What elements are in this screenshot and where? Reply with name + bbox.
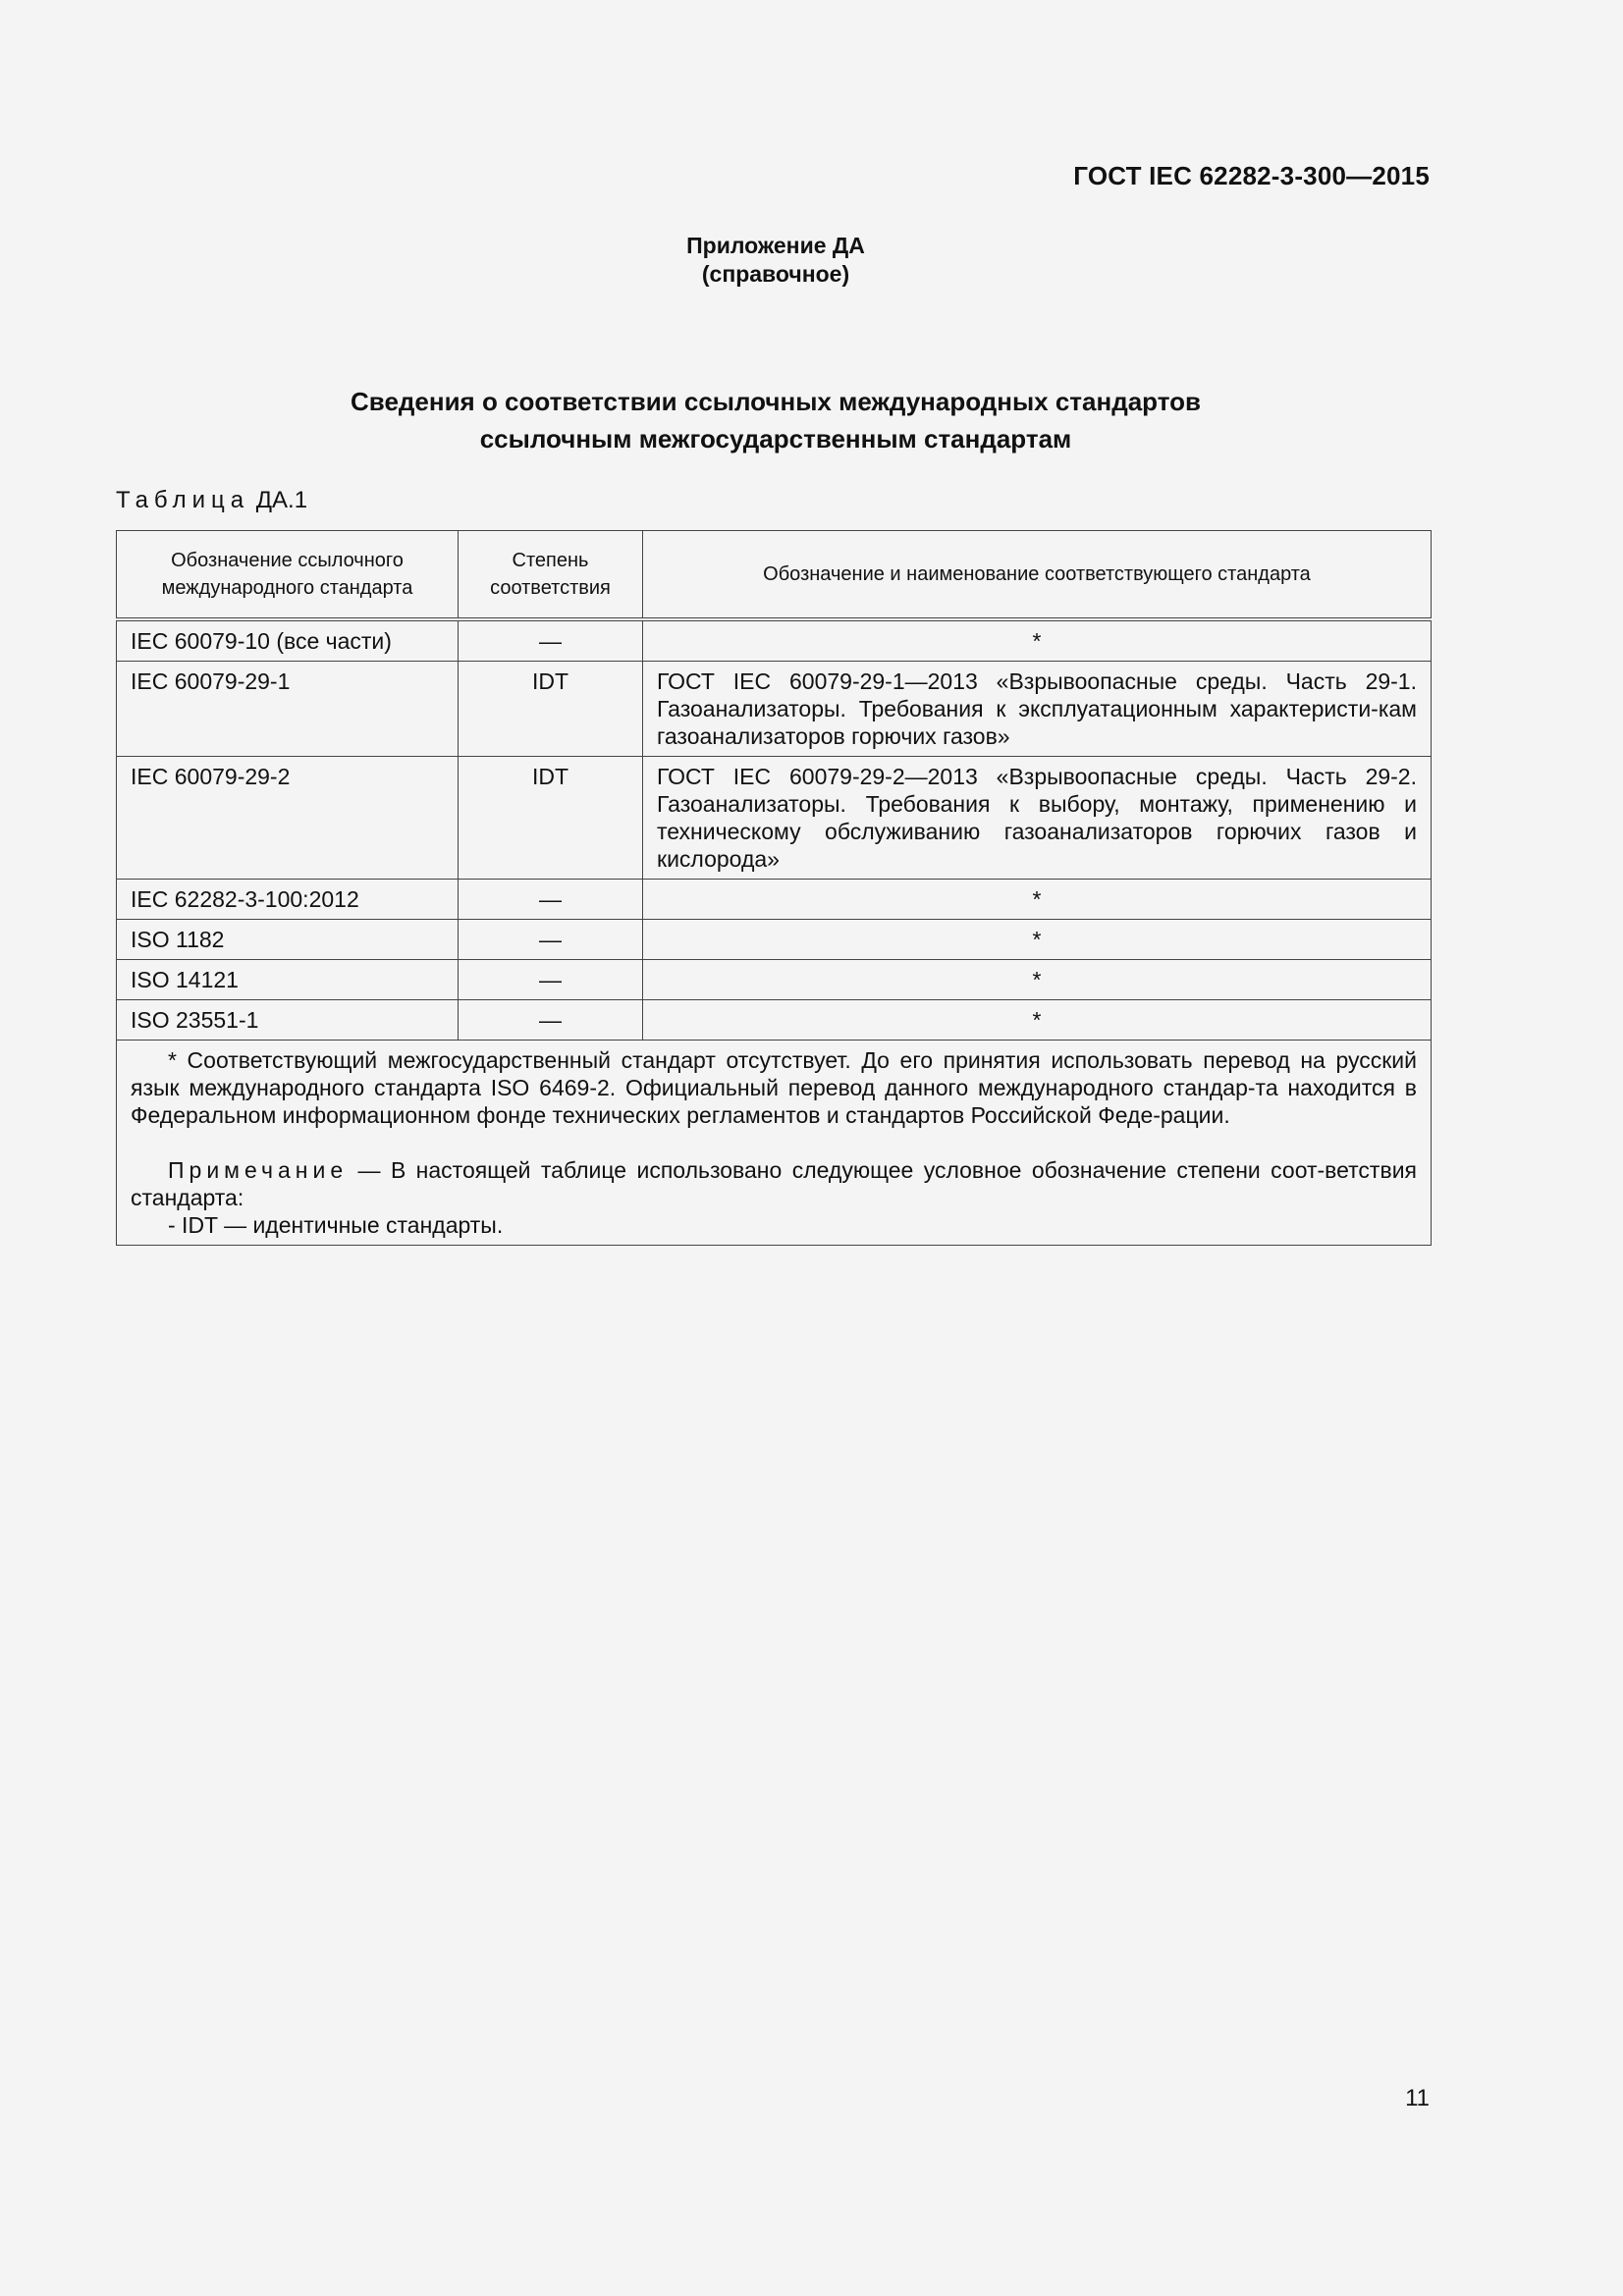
table-row [117,880,1432,920]
table-caption [116,487,307,514]
table-caption-word: Таблица [116,487,250,513]
cell-degree: — [459,920,643,960]
page-number: 11 [1405,2085,1430,2111]
table-note-label: Примечание [168,1157,349,1183]
table-caption-id: ДА.1 [255,487,308,513]
cell-degree: — [459,1000,643,1041]
column-header-degree: Степень соответствия [459,531,643,620]
section-title-line2: ссылочным межгосударственным стандартам [479,424,1072,454]
table-row [117,757,1432,880]
cell-reference: IEC 62282-3-100:2012 [117,880,459,920]
cell-standard: * [643,880,1432,920]
cell-reference: IEC 60079-29-2 [117,757,459,880]
table-note-bullet: - IDT — идентичные стандарты. [168,1212,504,1238]
table-note [131,1156,1417,1211]
appendix-subtitle: (справочное) [701,261,850,287]
table-row [117,1000,1432,1041]
table-row [117,662,1432,757]
cell-degree: IDT [459,662,643,757]
cell-standard: * [643,1000,1432,1041]
column-header-standard: Обозначение и наименование соответствующего стандарта [643,531,1432,620]
cell-degree: IDT [459,757,643,880]
cell-reference: ISO 23551-1 [117,1000,459,1041]
table-notes [117,1041,1432,1246]
column-header-reference: Обозначение ссылочного международного стандарта [117,531,459,620]
cell-standard: ГОСТ IEC 60079-29-1—2013 «Взрывоопасные среды. Часть 29-1. Газоанализаторы. Требования к эксплуатационным характеристи-кам газоанализаторов горючих газов» [643,662,1432,757]
cell-reference: IEC 60079-29-1 [117,662,459,757]
cell-standard: ГОСТ IEC 60079-29-2—2013 «Взрывоопасные среды. Часть 29-2. Газоанализаторы. Требования к выбору, монтажу, применению и техническому обслуживанию газоанализаторов горючих газов и кислорода» [643,757,1432,880]
cell-reference: IEC 60079-10 (все части) [117,619,459,662]
table-row [117,619,1432,662]
section-title-line1: Сведения о соответствии ссылочных международных стандартов [351,387,1201,416]
cell-standard: * [643,619,1432,662]
appendix-title: Приложение ДА [686,233,865,258]
table-row [117,960,1432,1000]
cell-standard: * [643,920,1432,960]
cell-reference: ISO 14121 [117,960,459,1000]
table-header-row [117,531,1432,620]
document-code: ГОСТ IEC 62282-3-300—2015 [1073,161,1430,190]
table-notes-row [117,1041,1432,1246]
appendix-heading [0,232,1551,289]
cell-degree: — [459,960,643,1000]
cell-standard: * [643,960,1432,1000]
section-title [0,383,1551,457]
cell-degree: — [459,619,643,662]
table-row [117,920,1432,960]
table-note-text: — В настоящей таблице использовано следующее условное обозначение степени соот-ветствия стандарта: [131,1157,1417,1210]
cell-reference: ISO 1182 [117,920,459,960]
correspondence-table [116,530,1432,1246]
table-footnote: * Соответствующий межгосударственный стандарт отсутствует. До его принятия использовать перевод на русский язык международного стандарта ISO 6469-2. Официальный перевод данного международного стандар-та находится в Федеральном информационном фонде технических регламентов и стандартов Российской Феде-рации. [131,1047,1417,1128]
cell-degree: — [459,880,643,920]
